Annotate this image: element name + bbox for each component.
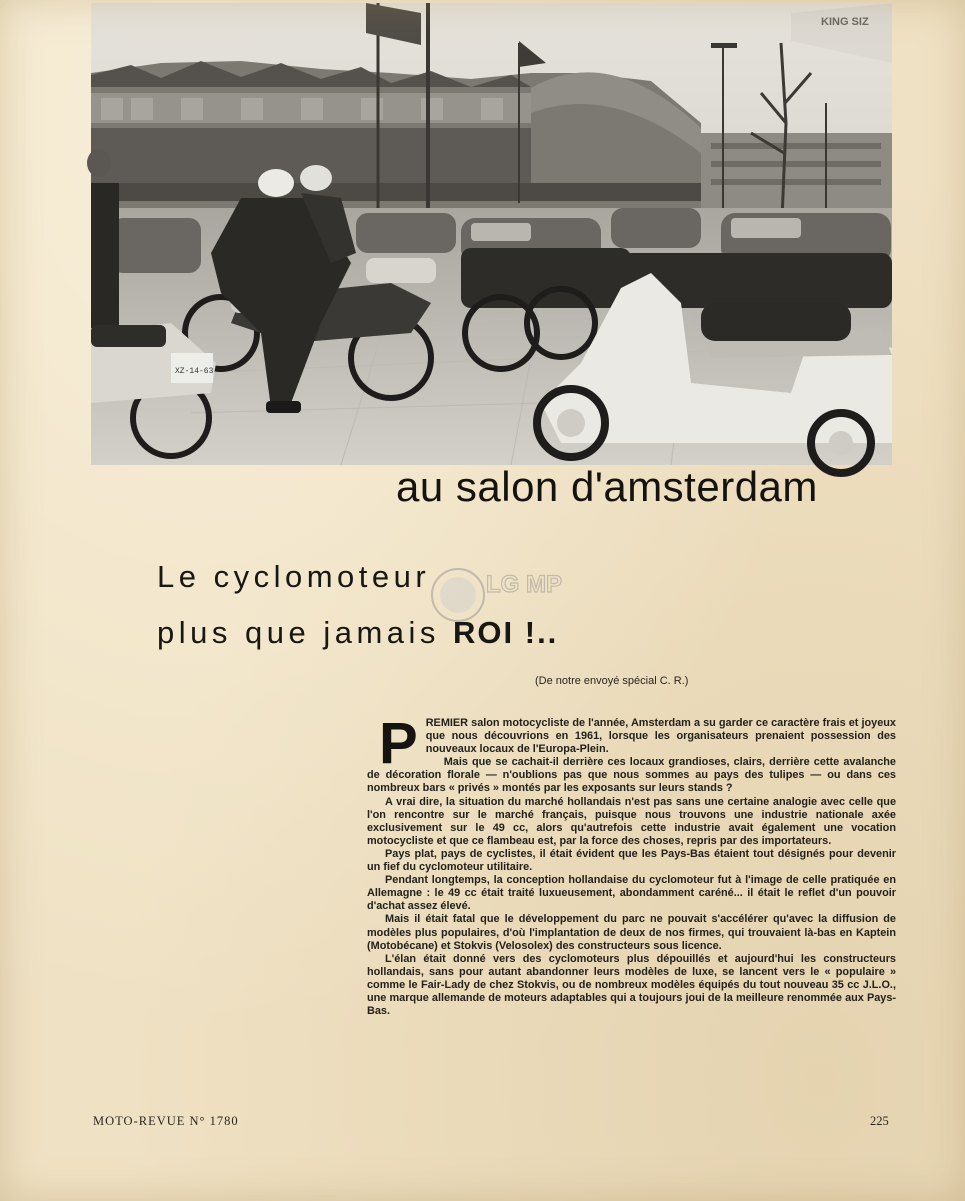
- subhead-emphasis: ROI !..: [453, 615, 559, 650]
- sign-text: KING SIZ: [821, 16, 869, 28]
- motorcycle-photo: [91, 3, 892, 465]
- article-body: [367, 711, 896, 1018]
- watermark-stamp: [428, 560, 562, 630]
- headline: au salon d'amsterdam: [396, 463, 818, 510]
- magazine-issue: MOTO-REVUE N° 1780: [93, 1114, 239, 1128]
- subhead-line-1: Le cyclomoteur: [157, 559, 431, 594]
- article-paragraph: REMIER salon motocycliste de l'année, Amsterdam a su garder ce caractère frais et joyeux que nous découvrions en 1961, lorsque les organisateurs prenaient possession des nouveaux locaux de l'Europa-Plein.: [425, 717, 896, 756]
- page-number: 225: [870, 1114, 889, 1128]
- article-paragraph: Mais il était fatal que le développement du parc ne pouvait s'accélérer qu'avec la diffusion de modèles plus populaires, d'où l'implantation de deux de nos firmes, qui trouvaient là-bas en Kaptein (Motobécane) et Stokvis (Velosolex) des constructeurs sous licence.: [367, 913, 896, 952]
- article-paragraph: Pays plat, pays de cyclistes, il était évident que les Pays-Bas étaient tout désignés pour devenir un fief du cyclomoteur utilitaire.: [367, 847, 896, 874]
- subhead-line-2-prefix: plus que jamais: [157, 615, 454, 650]
- article-paragraph: Mais que se cachait-il derrière ces locaux grandioses, clairs, derrière cette avalanche de décoration florale — n'oublions pas que nous sommes au pays des tulipes — ou dans ces nombreux bars « privés » montés par les exposants sur leurs stands ?: [367, 756, 896, 795]
- byline: (De notre envoyé spécial C. R.): [535, 675, 689, 687]
- article-paragraph: L'élan était donné vers des cyclomoteurs plus dépouillés et aujourd'hui les constructeurs hollandais, sans pour autant abandonner leurs modèles de luxe, se lancent vers le « populaire » comme le Fair-Lady de chez Stokvis, ou de nombreux modèles équipés du tout nouveau 35 cc J.L.O., une marque allemande de moteurs adaptables qui a toujours joui de la meilleure renommée aux Pays-Bas.: [367, 952, 896, 1018]
- registration-plate: XZ-14-63: [175, 367, 214, 376]
- watermark-text: LG MP: [486, 571, 562, 598]
- article-paragraph: Pendant longtemps, la conception hollandaise du cyclomoteur fut à l'image de celle pratiquée en Allemagne : le 49 cc était traité luxueusement, abondamment caréné... il était le reflet d'un pouvoir d'achat assez élevé.: [367, 874, 896, 913]
- article-paragraph: A vrai dire, la situation du marché hollandais n'est pas sans une certaine analogie avec celle que l'on rencontre sur le marché français, puisque nous trouvons une industrie nationale axée exclusivement sur le 49 cc, alors qu'autrefois cette industrie avait également une vocation motocycliste et que ce flambeau est, par la force des choses, repris par des importateurs.: [367, 795, 896, 847]
- drop-cap: P: [379, 711, 418, 776]
